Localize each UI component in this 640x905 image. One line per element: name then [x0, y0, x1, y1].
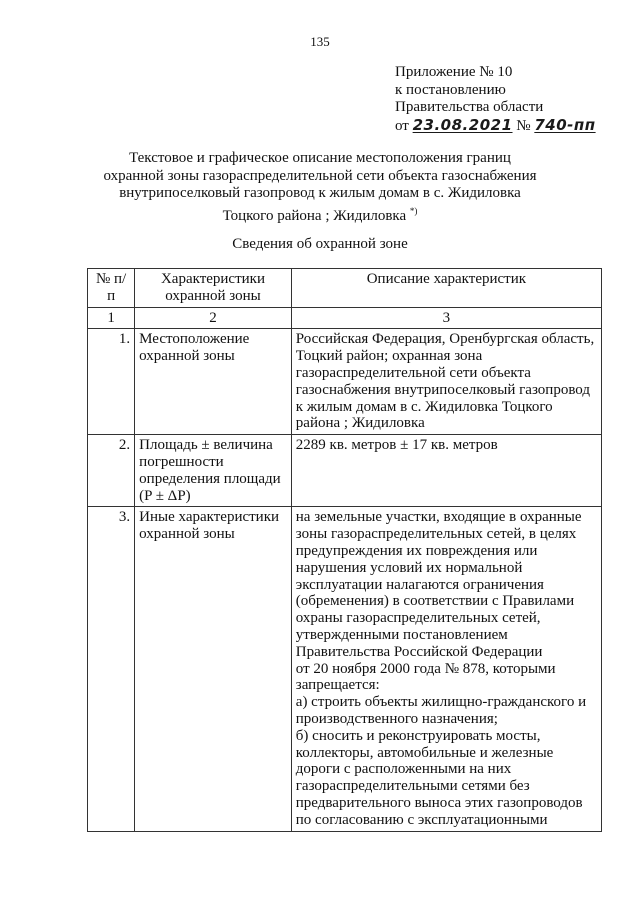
row-number: 3.: [88, 507, 135, 831]
prohibition-item-b: б) сносить и реконструировать мосты, коллекторы, автомобильные и железные дороги с расположенными на них газораспределительными сетями без предварительного выноса этих газопроводов по согласованию с эксплуатационными: [295, 727, 583, 828]
description-continuation: от 20 ноября 2000 года № 878, которыми запрещается:: [295, 660, 556, 694]
number-sign: №: [516, 117, 531, 134]
header-number: № п/п: [88, 269, 135, 308]
date-prefix: от: [395, 117, 409, 134]
appendix-date-line: [395, 117, 596, 136]
appendix-line-2: к постановлению: [395, 81, 506, 98]
index-cell-3: 3: [291, 307, 601, 329]
row-description: Российская Федерация, Оренбургская область, Тоцкий район; охранная зона газораспределительной сети объекта газоснабжения внутрипоселковый газопровод к жилым домам в с. Жидиловка Тоцкого района ; Жидиловка: [291, 329, 601, 435]
row-number: 1.: [88, 329, 135, 435]
row-characteristic: Местоположение охранной зоны: [135, 329, 292, 435]
title-line-2: охранной зоны газораспределительной сети объекта газоснабжения: [103, 167, 537, 184]
appendix-line-1: Приложение № 10: [395, 64, 513, 80]
page-number: 135: [310, 34, 330, 49]
document-title: [80, 150, 560, 225]
header-characteristic: Характеристики охранной зоны: [135, 269, 292, 308]
title-line-1: Текстовое и графическое описание местоположения границ: [129, 150, 511, 166]
row-characteristic: Иные характеристики охранной зоны: [135, 507, 292, 831]
prohibition-item-a: а) строить объекты жилищно-гражданского и производственного назначения;: [295, 694, 587, 727]
appendix-line-3: Правительства области: [395, 99, 544, 115]
header-description: Описание характеристик: [291, 269, 601, 308]
table-row: [88, 507, 602, 831]
title-line-4: [80, 203, 560, 226]
table-header-row: [88, 269, 602, 308]
row-characteristic: Площадь ± величина погрешности определения площади (P ± ΔP): [135, 435, 292, 507]
index-cell-2: 2: [135, 307, 292, 329]
title-line-4-text: Тоцкого района ; Жидиловка: [222, 207, 407, 224]
handwritten-number: 740-пп: [534, 115, 596, 134]
footnote-mark: *): [409, 205, 418, 216]
zone-info-table: [87, 268, 602, 832]
table-row: [88, 329, 602, 435]
handwritten-date: 23.08.2021: [412, 115, 513, 134]
description-paragraph: на земельные участки, входящие в охранные зоны газораспределительных сетей, в целях предупреждения их повреждения или нарушения условий их нормальной эксплуатации налагаются ограничения (обременения) в соответствии с Правилами охраны газораспределительных сетей, утвержденными постановлением Правительства Российской Федерации: [295, 509, 582, 660]
title-line-3: внутрипоселковый газопровод к жилым домам в с. Жидиловка: [119, 185, 521, 201]
table-index-row: [88, 307, 602, 329]
row-description: 2289 кв. метров ± 17 кв. метров: [291, 435, 601, 507]
row-description: [291, 507, 601, 831]
index-cell-1: 1: [88, 307, 135, 329]
row-number: 2.: [88, 435, 135, 507]
table-row: [88, 435, 602, 507]
section-subtitle: Сведения об охранной зоне: [232, 236, 408, 252]
appendix-block: [395, 64, 596, 135]
